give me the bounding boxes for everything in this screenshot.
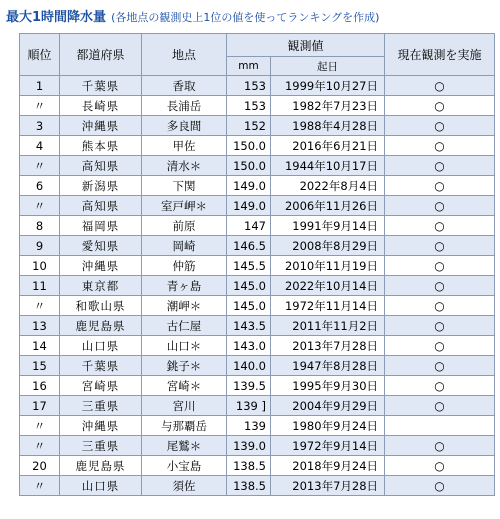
rainfall-cell: 147 (227, 216, 271, 236)
table-row (20, 316, 495, 336)
rainfall-cell: 149.0 (227, 196, 271, 216)
rank-cell: 3 (20, 116, 60, 136)
current-observation-cell: ○ (385, 216, 495, 236)
page-title (6, 6, 496, 26)
table-row (20, 216, 495, 236)
prefecture-cell: 山口県 (60, 476, 142, 496)
current-observation-cell: ○ (385, 76, 495, 96)
current-observation-cell: ○ (385, 356, 495, 376)
current-observation-cell (385, 416, 495, 436)
table-row (20, 196, 495, 216)
rainfall-cell: 139 ] (227, 396, 271, 416)
table-row (20, 96, 495, 116)
site-cell: 小宝島 (142, 456, 227, 476)
site-cell: 青ヶ島 (142, 276, 227, 296)
date-cell: 2011年11月2日 (271, 316, 385, 336)
rank-cell: 16 (20, 376, 60, 396)
prefecture-cell: 和歌山県 (60, 296, 142, 316)
table-row (20, 236, 495, 256)
site-cell: 香取 (142, 76, 227, 96)
rainfall-cell: 153 (227, 96, 271, 116)
current-observation-cell: ○ (385, 456, 495, 476)
current-observation-cell: ○ (385, 276, 495, 296)
rank-cell: 9 (20, 236, 60, 256)
header-row (20, 34, 495, 57)
site-cell: 須佐 (142, 476, 227, 496)
table-row (20, 416, 495, 436)
site-cell: 尾鷲＊ (142, 436, 227, 456)
current-observation-cell: ○ (385, 336, 495, 356)
rainfall-cell: 153 (227, 76, 271, 96)
title-main: 最大1時間降水量 (6, 10, 107, 25)
rank-cell: 15 (20, 356, 60, 376)
site-cell: 宮川 (142, 396, 227, 416)
date-cell: 1991年9月14日 (271, 216, 385, 236)
rank-cell: 20 (20, 456, 60, 476)
rainfall-cell: 140.0 (227, 356, 271, 376)
rank-cell: 8 (20, 216, 60, 236)
date-cell: 1972年11月14日 (271, 296, 385, 316)
rank-cell: 17 (20, 396, 60, 416)
prefecture-cell: 愛知県 (60, 236, 142, 256)
date-cell: 2013年7月28日 (271, 336, 385, 356)
ranking-table (19, 33, 495, 496)
prefecture-cell: 山口県 (60, 336, 142, 356)
header-current: 現在観測を実施 (385, 34, 495, 76)
rank-cell: 〃 (20, 436, 60, 456)
site-cell: 宮崎＊ (142, 376, 227, 396)
prefecture-cell: 千葉県 (60, 356, 142, 376)
rainfall-cell: 139.0 (227, 436, 271, 456)
rainfall-cell: 143.0 (227, 336, 271, 356)
prefecture-cell: 鹿児島県 (60, 316, 142, 336)
rank-cell: 〃 (20, 476, 60, 496)
date-cell: 1982年7月23日 (271, 96, 385, 116)
prefecture-cell: 長崎県 (60, 96, 142, 116)
prefecture-cell: 東京都 (60, 276, 142, 296)
rank-cell: 10 (20, 256, 60, 276)
rainfall-cell: 138.5 (227, 476, 271, 496)
current-observation-cell: ○ (385, 196, 495, 216)
header-observed: 観測値 (227, 34, 385, 57)
prefecture-cell: 沖縄県 (60, 256, 142, 276)
prefecture-cell: 福岡県 (60, 216, 142, 236)
date-cell: 1999年10月27日 (271, 76, 385, 96)
table-row (20, 336, 495, 356)
table-row (20, 436, 495, 456)
current-observation-cell: ○ (385, 116, 495, 136)
rank-cell: 1 (20, 76, 60, 96)
site-cell: 長浦岳 (142, 96, 227, 116)
date-cell: 2008年8月29日 (271, 236, 385, 256)
date-cell: 2010年11月19日 (271, 256, 385, 276)
header-prefecture: 都道府県 (60, 34, 142, 76)
table-row (20, 276, 495, 296)
prefecture-cell: 高知県 (60, 196, 142, 216)
site-cell: 古仁屋 (142, 316, 227, 336)
rainfall-cell: 139 (227, 416, 271, 436)
current-observation-cell: ○ (385, 176, 495, 196)
date-cell: 1995年9月30日 (271, 376, 385, 396)
site-cell: 前原 (142, 216, 227, 236)
site-cell: 多良間 (142, 116, 227, 136)
table-row (20, 116, 495, 136)
date-cell: 1947年8月28日 (271, 356, 385, 376)
rank-cell: 14 (20, 336, 60, 356)
date-cell: 2022年8月4日 (271, 176, 385, 196)
site-cell: 室戸岬＊ (142, 196, 227, 216)
site-cell: 潮岬＊ (142, 296, 227, 316)
rainfall-cell: 139.5 (227, 376, 271, 396)
rank-cell: 〃 (20, 196, 60, 216)
header-site: 地点 (142, 34, 227, 76)
date-cell: 2022年10月14日 (271, 276, 385, 296)
date-cell: 2006年11月26日 (271, 196, 385, 216)
title-subtitle: (各地点の観測史上1位の値を使ってランキングを作成) (111, 11, 380, 24)
rainfall-cell: 143.5 (227, 316, 271, 336)
header-date: 起日 (271, 57, 385, 76)
current-observation-cell: ○ (385, 156, 495, 176)
table-row (20, 156, 495, 176)
table-row (20, 476, 495, 496)
prefecture-cell: 三重県 (60, 436, 142, 456)
current-observation-cell: ○ (385, 436, 495, 456)
rainfall-cell: 145.0 (227, 296, 271, 316)
rainfall-cell: 146.5 (227, 236, 271, 256)
current-observation-cell: ○ (385, 476, 495, 496)
rainfall-cell: 149.0 (227, 176, 271, 196)
date-cell: 1980年9月24日 (271, 416, 385, 436)
rank-cell: 13 (20, 316, 60, 336)
table-row (20, 376, 495, 396)
site-cell: 山口＊ (142, 336, 227, 356)
current-observation-cell: ○ (385, 296, 495, 316)
header-rank: 順位 (20, 34, 60, 76)
prefecture-cell: 宮崎県 (60, 376, 142, 396)
current-observation-cell: ○ (385, 236, 495, 256)
rainfall-cell: 138.5 (227, 456, 271, 476)
rainfall-cell: 145.0 (227, 276, 271, 296)
current-observation-cell: ○ (385, 396, 495, 416)
site-cell: 下関 (142, 176, 227, 196)
date-cell: 2013年7月28日 (271, 476, 385, 496)
rank-cell: 11 (20, 276, 60, 296)
rainfall-cell: 150.0 (227, 136, 271, 156)
rank-cell: 〃 (20, 96, 60, 116)
table-body (20, 76, 495, 496)
site-cell: 清水＊ (142, 156, 227, 176)
table-row (20, 356, 495, 376)
current-observation-cell: ○ (385, 136, 495, 156)
current-observation-cell: ○ (385, 376, 495, 396)
prefecture-cell: 三重県 (60, 396, 142, 416)
prefecture-cell: 鹿児島県 (60, 456, 142, 476)
current-observation-cell: ○ (385, 96, 495, 116)
site-cell: 仲筋 (142, 256, 227, 276)
date-cell: 2004年9月29日 (271, 396, 385, 416)
table-row (20, 176, 495, 196)
table-row (20, 456, 495, 476)
rank-cell: 〃 (20, 416, 60, 436)
rainfall-cell: 152 (227, 116, 271, 136)
date-cell: 1972年9月14日 (271, 436, 385, 456)
date-cell: 2016年6月21日 (271, 136, 385, 156)
date-cell: 1944年10月17日 (271, 156, 385, 176)
table-row (20, 76, 495, 96)
prefecture-cell: 熊本県 (60, 136, 142, 156)
site-cell: 与那覇岳 (142, 416, 227, 436)
rank-cell: 4 (20, 136, 60, 156)
prefecture-cell: 新潟県 (60, 176, 142, 196)
table-row (20, 296, 495, 316)
header-mm: mm (227, 57, 271, 76)
rank-cell: 6 (20, 176, 60, 196)
site-cell: 銚子＊ (142, 356, 227, 376)
date-cell: 2018年9月24日 (271, 456, 385, 476)
rainfall-cell: 150.0 (227, 156, 271, 176)
prefecture-cell: 高知県 (60, 156, 142, 176)
prefecture-cell: 沖縄県 (60, 116, 142, 136)
table-row (20, 136, 495, 156)
table-row (20, 256, 495, 276)
date-cell: 1988年4月28日 (271, 116, 385, 136)
prefecture-cell: 千葉県 (60, 76, 142, 96)
rank-cell: 〃 (20, 156, 60, 176)
site-cell: 甲佐 (142, 136, 227, 156)
rank-cell: 〃 (20, 296, 60, 316)
prefecture-cell: 沖縄県 (60, 416, 142, 436)
rainfall-cell: 145.5 (227, 256, 271, 276)
current-observation-cell: ○ (385, 316, 495, 336)
site-cell: 岡崎 (142, 236, 227, 256)
table-row (20, 396, 495, 416)
current-observation-cell: ○ (385, 256, 495, 276)
